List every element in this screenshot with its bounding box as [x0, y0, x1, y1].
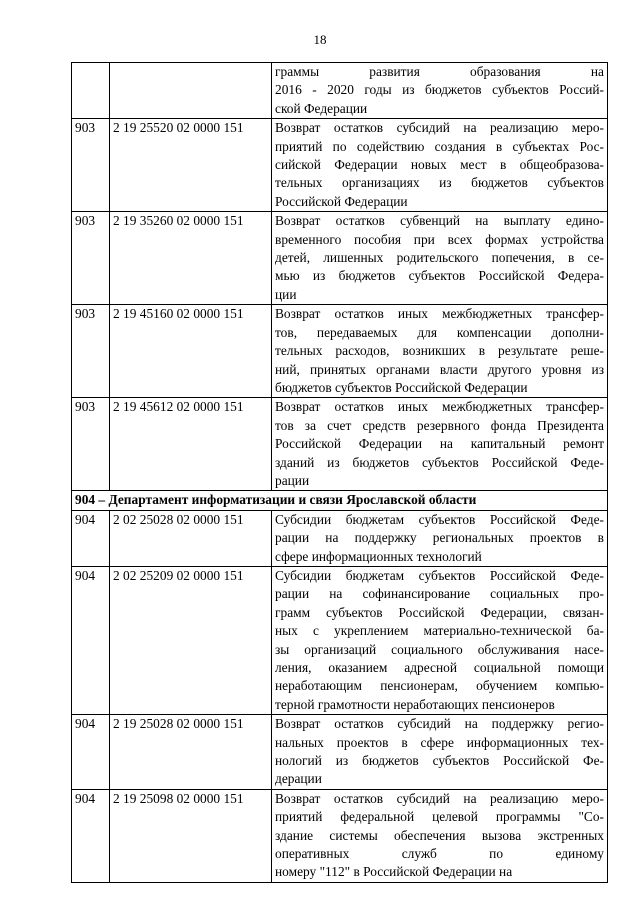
budget-code-cell: 2 02 25028 02 0000 151: [110, 510, 272, 566]
revenue-name-cell: [272, 305, 608, 398]
revenue-name-line: дерации: [275, 771, 322, 787]
table-row: [72, 305, 608, 398]
revenue-name-cell: [272, 715, 608, 790]
admin-code-cell: 903: [72, 305, 110, 398]
revenue-name-line: Российской Федерации на капитальный ремонт: [275, 436, 604, 452]
revenue-name-line: нологий из бюджетов субъектов Российской Фе-: [275, 753, 604, 769]
revenue-name-line: тельных организациях из бюджетов субъектов: [275, 175, 604, 191]
table-row: [72, 398, 608, 491]
revenue-name-line: граммы развития образования на: [275, 64, 604, 79]
section-title: 904 – Департамент информатизации и связи Ярославской области: [72, 491, 608, 510]
revenue-name-cell: [272, 212, 608, 305]
revenue-name-line: приятий федеральной целевой программы "Со-: [275, 809, 604, 825]
budget-code-cell: 2 19 25520 02 0000 151: [110, 119, 272, 212]
revenue-name-cell: [272, 510, 608, 566]
admin-code-cell: 903: [72, 398, 110, 491]
admin-code-cell: 903: [72, 119, 110, 212]
revenue-name-line: ных с укреплением материально-технической ба-: [275, 623, 604, 639]
revenue-name-line: рации на поддержку региональных проектов в: [275, 530, 604, 546]
revenue-name-line: терной грамотности неработающих пенсионеров: [275, 696, 555, 712]
table-row: [72, 715, 608, 790]
revenue-name-line: временного пособия при всех формах устройства: [275, 231, 604, 247]
revenue-name-line: зы организаций социального обслуживания насе-: [275, 641, 604, 657]
revenue-name-line: грамм субъектов Российской Федерации, связан-: [275, 604, 604, 620]
revenue-name-line: Возврат остатков субвенций на выплату едино-: [275, 213, 604, 229]
budget-code-cell: 2 19 25028 02 0000 151: [110, 715, 272, 790]
revenue-name-line: сфере информационных технологий: [275, 548, 482, 564]
revenue-name-line: мью из бюджетов субъектов Российской Федера-: [275, 268, 604, 284]
revenue-name-line: 2016 - 2020 годы из бюджетов субъектов Россий-: [275, 82, 604, 98]
table-row: [72, 789, 608, 882]
table-row: [72, 510, 608, 566]
revenue-name-cell: [272, 789, 608, 882]
revenue-name-line: здание системы обеспечения вызова экстренных: [275, 827, 604, 843]
revenue-name-line: тов, передаваемых для компенсации дополни-: [275, 324, 604, 340]
table-row: [72, 119, 608, 212]
table-body: [72, 63, 608, 883]
revenue-name-line: Возврат остатков иных межбюджетных трансфер-: [275, 306, 604, 322]
budget-code-cell: 2 19 35260 02 0000 151: [110, 212, 272, 305]
revenue-name-line: зданий из бюджетов субъектов Российской Феде-: [275, 454, 604, 470]
revenue-name-cell: [272, 566, 608, 714]
budget-code-cell: 2 19 45612 02 0000 151: [110, 398, 272, 491]
revenue-name-cell: [272, 119, 608, 212]
revenue-name-line: Субсидии бюджетам субъектов Российской Феде-: [275, 567, 604, 583]
revenue-name-line: ции: [275, 286, 297, 302]
admin-code-cell: 904: [72, 566, 110, 714]
revenue-name-line: Возврат остатков субсидий на реализацию меро-: [275, 120, 604, 136]
revenue-name-line: оперативных служб по единому: [275, 846, 604, 862]
budget-code-cell: 2 19 25098 02 0000 151: [110, 789, 272, 882]
budget-codes-table: [71, 62, 608, 883]
revenue-name-cell: [272, 63, 608, 119]
revenue-name-line: приятий по содействию создания в субъектах Рос-: [275, 138, 604, 154]
admin-code-cell: 904: [72, 510, 110, 566]
revenue-name-line: тов за счет средств резервного фонда Президента: [275, 417, 604, 433]
revenue-name-cell: [272, 398, 608, 491]
table-row: [72, 212, 608, 305]
admin-code-cell: 903: [72, 212, 110, 305]
page-number: 18: [313, 32, 327, 47]
revenue-name-line: бюджетов субъектов Российской Федерации: [275, 379, 528, 395]
revenue-name-line: тельных расходов, возникших в результате реше-: [275, 343, 604, 359]
budget-code-cell: 2 02 25209 02 0000 151: [110, 566, 272, 714]
revenue-name-line: неработающим пенсионерам, обучением компью-: [275, 678, 604, 694]
admin-code-cell: [72, 63, 110, 119]
revenue-name-line: нальных проектов в сфере информационных тех-: [275, 734, 604, 750]
budget-code-cell: [110, 63, 272, 119]
revenue-name-line: номеру "112" в Российской Федерации на: [275, 864, 513, 880]
revenue-name-line: Возврат остатков субсидий на реализацию меро-: [275, 790, 604, 806]
revenue-name-line: ний, принятых органами власти другого уровня из: [275, 361, 604, 377]
budget-code-cell: 2 19 45160 02 0000 151: [110, 305, 272, 398]
section-header-row: [72, 491, 608, 510]
revenue-name-line: детей, лишенных родительского попечения, в се-: [275, 250, 604, 266]
revenue-name-line: рации на софинансирование социальных про-: [275, 586, 604, 602]
table-row: [72, 63, 608, 119]
table-row: [72, 566, 608, 714]
revenue-name-line: ской Федерации: [275, 100, 368, 116]
revenue-name-line: Российской Федерации: [275, 193, 408, 209]
revenue-name-line: Возврат остатков субсидий на поддержку регио-: [275, 716, 604, 732]
admin-code-cell: 904: [72, 715, 110, 790]
revenue-name-line: ления, оказанием адресной социальной помощи: [275, 660, 604, 675]
revenue-name-line: сийской Федерации новых мест в общеобразова-: [275, 157, 604, 173]
revenue-name-line: Возврат остатков иных межбюджетных трансфер-: [275, 399, 604, 415]
revenue-name-line: рации: [275, 472, 310, 488]
admin-code-cell: 904: [72, 789, 110, 882]
revenue-name-line: Субсидии бюджетам субъектов Российской Феде-: [275, 511, 604, 527]
